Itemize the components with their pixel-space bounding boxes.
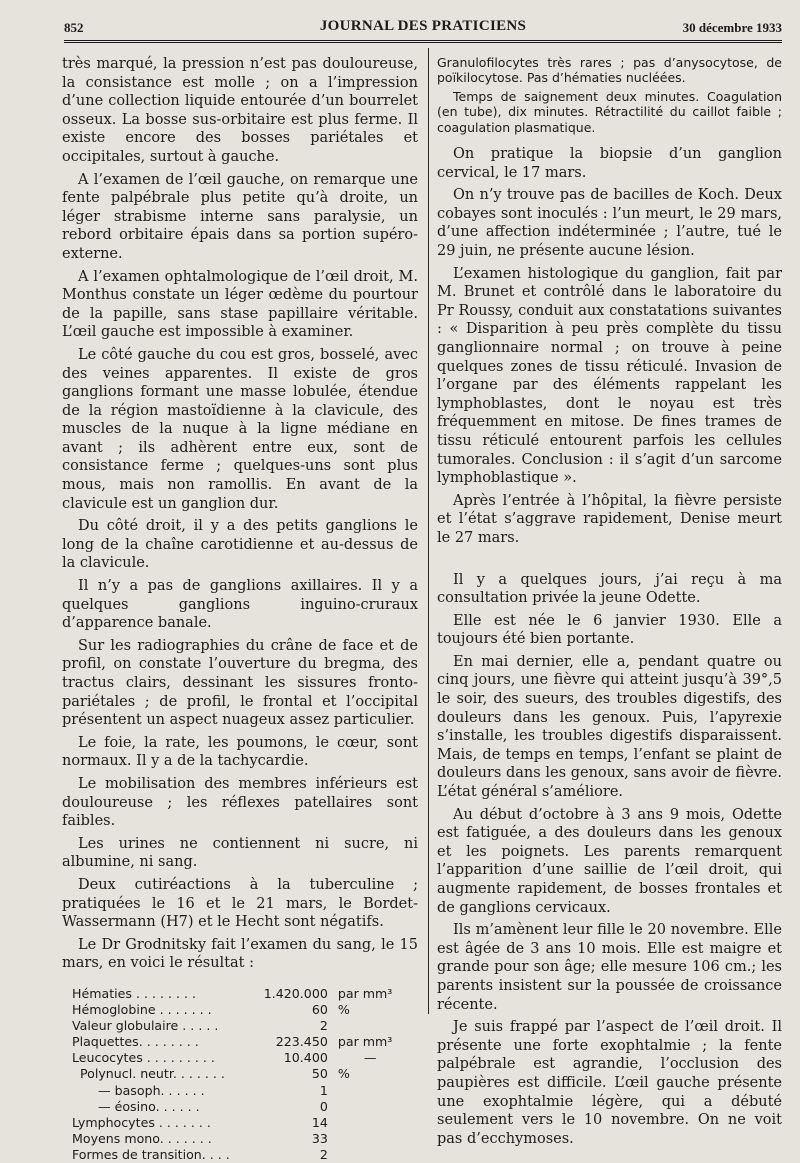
result-label: — éosino. . . . . . [98, 1098, 200, 1114]
paragraph: très marqué, la pression n’est pas douloureuse, la consistance est molle ; on a l’impression d’une collection liquide entourée d’un bourrelet osseux. La bosse sus-orbitaire est plus ferme. Il existe encore des bosses pariétales et occipitales, surtout à gauche. [62, 56, 418, 165]
paragraph: Ils m’amènent leur fille le 20 novembre. Elle est âgée de 3 ans 10 mois. Elle est maigre et grande pour son âge; elle mesure 106 cm.; les parents insistent sur la poussée de croissance récente. [437, 922, 782, 1013]
blood-results-table [72, 985, 418, 1163]
table-row [72, 1050, 418, 1066]
issue-date: 30 décembre 1933 [682, 20, 782, 35]
paragraph: Au début d’octobre à 3 ans 9 mois, Odette est fatiguée, a des douleurs dans les genoux et les poignets. Les parents remarquent l’apparition d’une saillie de l’œil droit, qui augmente rapidement, de bosses frontales et de ganglions cervicaux. [437, 806, 782, 916]
paragraph: Sur les radiographies du crâne de face et de profil, on constate l’ouverture du bregma, des tractus clairs, dessinant les sissures fronto-pariétales ; de profil, le frontal et l’occipital présentent un aspect nuageux assez particulier. [62, 637, 418, 729]
table-row [72, 1114, 418, 1130]
result-unit: % [337, 1001, 350, 1017]
result-label: Polynucl. neutr. . . . . . . [80, 1066, 225, 1082]
lab-note: Granulofilocytes très rares ; pas d’anysocytose, de poïkilocytose. Pas d’hématies nucléées. [437, 55, 782, 86]
paragraph: On pratique la biopsie d’un ganglion cervical, le 17 mars. [437, 146, 782, 181]
result-unit: % [337, 1066, 350, 1082]
result-value: 33 [311, 1131, 328, 1147]
page-header [64, 16, 782, 40]
result-label: Hématies . . . . . . . . [72, 985, 197, 1001]
paragraph: Il n’y a pas de ganglions axillaires. Il y a quelques ganglions inguino-cruraux d’apparence banale. [62, 578, 418, 632]
header-rule [64, 40, 782, 43]
paragraph: Il y a quelques jours, j’ai reçu à ma consultation privée la jeune Odette. [437, 571, 782, 607]
result-value: 1 [319, 1082, 328, 1098]
paragraph: En mai dernier, elle a, pendant quatre ou cinq jours, une fièvre qui atteint jusqu’à 39°,5 le soir, des sueurs, des troubles digestifs, des douleurs dans les genoux. Puis, l’apyrexie s’installe, les troubles digestifs disparaissent. Mais, de temps en temps, l’enfant se plaint de douleurs dans les genoux, sans avoir de fièvre. L’état général s’améliore. [437, 653, 782, 801]
paragraph: Les urines ne contiennent ni sucre, ni albumine, ni sang. [62, 835, 418, 871]
result-value: 2 [319, 1147, 328, 1163]
paragraph: Après l’entrée à l’hôpital, la fièvre persiste et l’état s’aggrave rapidement, Denise meurt le 27 mars. [437, 492, 782, 546]
table-row [72, 1001, 418, 1017]
result-value: 60 [311, 1001, 328, 1017]
paragraph: L’examen histologique du ganglion, fait par M. Brunet et contrôlé dans le laboratoire du Pr Roussy, conduit aux constatations suivantes : « Disparition à peu près complète du tissu ganglionnaire normal ; on trouve à peine quelques zones de tissu réticulé. Invasion de l’organe par des éléments rappelant les lymphoblastes, dont le noyau est très fréquemment en mitose. De fines trames de tissu réticulé entourent parfois les cellules tumorales. Conclusion : il s’agit d’un sarcome lymphoblastique ». [437, 265, 782, 487]
result-label: Valeur globulaire . . . . . [72, 1017, 219, 1033]
paragraph: A l’examen ophtalmologique de l’œil droit, M. Monthus constate un léger œdème du pourtour de la papille, sans stase papillaire véritable. L’œil gauche est impossible à examiner. [62, 268, 418, 341]
result-value: 2 [319, 1017, 328, 1033]
result-unit [334, 1082, 418, 1098]
result-label: Plaquettes. . . . . . . . [72, 1034, 199, 1050]
result-label: Lymphocytes . . . . . . . [72, 1115, 211, 1130]
result-unit: par mm³ [337, 1034, 393, 1050]
result-value: 0 [319, 1098, 328, 1114]
right-column [437, 55, 782, 1148]
result-unit [334, 1098, 418, 1114]
table-row [72, 1017, 418, 1033]
paragraph: Le Dr Grodnitsky fait l’examen du sang, le 15 mars, en voici le résultat : [62, 936, 418, 972]
paragraph: Elle est née le 6 janvier 1930. Elle a toujours été bien portante. [437, 612, 782, 648]
lab-results-continued [437, 55, 782, 135]
result-value: 1.420.000 [263, 985, 328, 1001]
result-value: 14 [311, 1115, 328, 1130]
result-unit: — [363, 1050, 377, 1066]
table-row [72, 1082, 418, 1098]
table-row [72, 1033, 418, 1049]
result-value: 10.400 [283, 1050, 328, 1066]
result-value: 223.450 [275, 1034, 328, 1050]
lab-note: Temps de saignement deux minutes. Coagulation (en tube), dix minutes. Rétractilité du caillot faible ; coagulation plasmatique. [437, 88, 782, 135]
result-label: — basoph. . . . . . [98, 1082, 205, 1098]
paragraph: Le côté gauche du cou est gros, bosselé, avec des veines apparentes. Il existe de gros ganglions formant une masse lobulée, étendue de la région mastoïdienne à la clavicule, des muscles de la nuque à la ligne médiane en avant ; ils adhèrent entre eux, sont de consistance ferme ; quelques-uns sont plus mous, mais non ramollis. En avant de la clavicule est un ganglion dur. [62, 346, 418, 512]
result-unit: par mm³ [337, 985, 393, 1001]
paragraph: Du côté droit, il y a des petits ganglions le long de la chaîne carotidienne et au-dessus de la clavicule. [62, 518, 418, 572]
result-label: Formes de transition. . . . [72, 1147, 230, 1163]
result-label: Leucocytes . . . . . . . . . [72, 1050, 215, 1066]
table-row [72, 985, 418, 1001]
result-label: Hémoglobine . . . . . . . [72, 1001, 212, 1017]
table-row [72, 1066, 418, 1082]
result-unit [334, 1114, 418, 1130]
result-unit [334, 1131, 418, 1147]
paragraph: Le mobilisation des membres inférieurs est douloureuse ; les réflexes patellaires sont faibles. [62, 775, 418, 830]
result-value: 50 [311, 1066, 328, 1082]
column-divider [428, 48, 429, 1014]
paragraph: Deux cutiréactions à la tuberculine ; pratiquées le 16 et le 21 mars, le Bordet-Wassermann (H7) et le Hecht sont négatifs. [62, 876, 418, 931]
paragraph: A l’examen de l’œil gauche, on remarque une fente palpébrale plus petite qu’à droite, un léger strabisme interne sans paralysie, un rebord orbitaire épais dans sa portion supéro-externe. [62, 171, 418, 262]
result-unit [334, 1147, 418, 1163]
journal-title: JOURNAL DES PRATICIENS [319, 18, 527, 34]
result-label: Moyens mono. . . . . . . [72, 1131, 212, 1147]
page-number: 852 [64, 20, 84, 35]
table-row [72, 1131, 418, 1147]
table-row [72, 1147, 418, 1163]
paragraph: On n’y trouve pas de bacilles de Koch. Deux cobayes sont inoculés : l’un meurt, le 29 mars, d’une affection indéterminée ; l’autre, tué le 29 juin, ne présente aucune lésion. [437, 187, 782, 259]
result-unit [334, 1017, 418, 1033]
paragraph: Je suis frappé par l’aspect de l’œil droit. Il présente une forte exophtalmie ; la fente palpébrale est agrandie, l’occlusion des paupières est difficile. L’œil gauche présente une exophtalmie légère, qui a débuté seulement vers le 10 novembre. On ne voit pas d’ecchymoses. [437, 1019, 782, 1147]
left-column [62, 55, 418, 1163]
table-row [72, 1098, 418, 1114]
paragraph: Le foie, la rate, les poumons, le cœur, sont normaux. Il y a de la tachycardie. [62, 734, 418, 770]
